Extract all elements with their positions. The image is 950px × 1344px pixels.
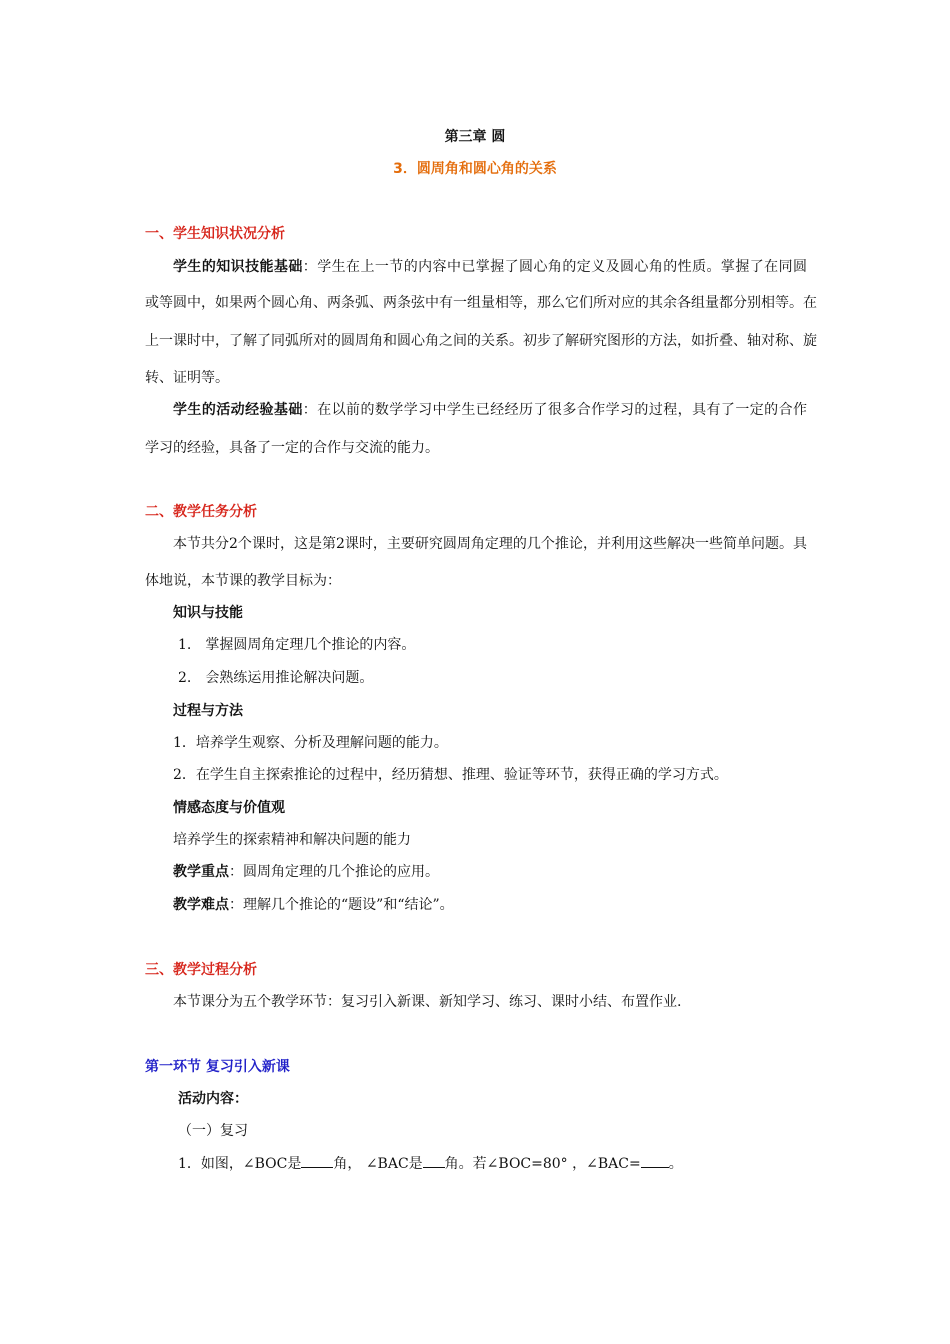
review-label: （一）复习 xyxy=(178,1123,248,1139)
section-heading-2: 二、教学任务分析 xyxy=(145,504,257,520)
paragraph-label: 学生的知识技能基础 xyxy=(173,259,303,275)
answer-blank xyxy=(641,1153,669,1168)
section-heading-3: 三、教学过程分析 xyxy=(145,962,257,978)
key-point: 教学重点：圆周角定理的几个推论的应用。 xyxy=(173,864,439,880)
activity-label: 活动内容： xyxy=(178,1091,248,1107)
paragraph-line: 本节课分为五个教学环节：复习引入新课、新知学习、练习、课时小结、布置作业. xyxy=(173,994,682,1010)
list-item: 1. 掌握圆周角定理几个推论的内容。 xyxy=(178,637,416,653)
answer-blank xyxy=(423,1153,445,1168)
list-item: 1．培养学生观察、分析及理解问题的能力。 xyxy=(173,735,448,751)
answer-blank xyxy=(301,1153,333,1168)
list-item: 2．在学生自主探索推论的过程中，经历猜想、推理、验证等环节，获得正确的学习方式。 xyxy=(173,767,728,783)
question-1: 1．如图，∠BOC是 角， ∠BAC是 角。若∠BOC=80° ，∠BAC= 。 xyxy=(178,1153,683,1174)
chapter-title: 第三章 圆 xyxy=(444,129,506,145)
paragraph-line: 学生的活动经验基础：在以前的数学学习中学生已经经历了很多合作学习的过程，具有了一定的合作 xyxy=(173,402,808,418)
paragraph-line: 上一课时中，了解了同弧所对的圆周角和圆心角之间的关系。初步了解研究图形的方法，如折叠、轴对称、旋 xyxy=(145,333,817,349)
lesson-title: 3．圆周角和圆心角的关系 xyxy=(393,161,557,177)
part-heading-1: 第一环节 复习引入新课 xyxy=(145,1059,290,1075)
goal-title-attitude: 情感态度与价值观 xyxy=(173,800,285,816)
paragraph-line: 本节共分2个课时，这是第2课时，主要研究圆周角定理的几个推论，并利用这些解决一些简单问题。具 xyxy=(173,536,807,552)
paragraph-line: 体地说，本节课的教学目标为： xyxy=(145,573,341,589)
paragraph-line: 或等圆中，如果两个圆心角、两条弧、两条弦中有一组量相等，那么它们所对应的其余各组量都分别相等。在 xyxy=(145,295,817,311)
section-heading-1: 一、学生知识状况分析 xyxy=(145,226,285,242)
goal-title-process: 过程与方法 xyxy=(173,703,243,719)
paragraph-line: 学生的知识技能基础：学生在上一节的内容中已掌握了圆心角的定义及圆心角的性质。掌握了在同圆 xyxy=(173,259,808,275)
paragraph-line: 转、证明等。 xyxy=(145,370,229,386)
paragraph-label: 学生的活动经验基础 xyxy=(173,402,303,418)
paragraph-line: 学习的经验，具备了一定的合作与交流的能力。 xyxy=(145,440,439,456)
goal-title-knowledge: 知识与技能 xyxy=(173,605,243,621)
goal-text: 培养学生的探索精神和解决问题的能力 xyxy=(173,832,411,848)
list-item: 2. 会熟练运用推论解决问题。 xyxy=(178,670,374,686)
difficult-point: 教学难点：理解几个推论的“题设”和“结论”。 xyxy=(173,897,454,913)
